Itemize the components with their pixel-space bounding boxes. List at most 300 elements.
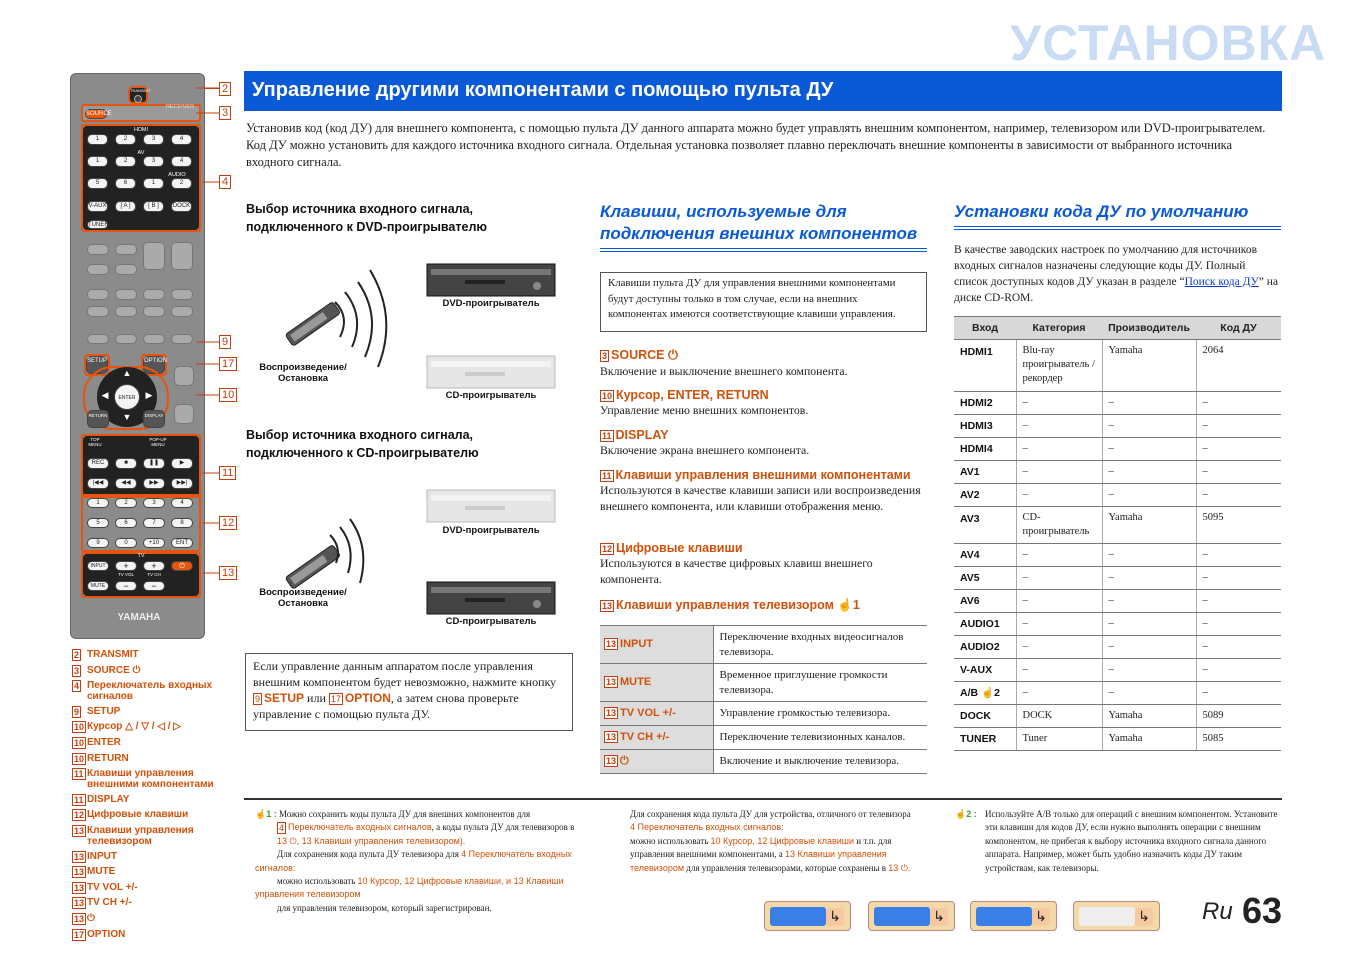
rear-panel-icon	[874, 907, 930, 926]
code-cell-mfr: –	[1102, 438, 1196, 461]
tv-key-row	[600, 664, 927, 702]
skip-back-icon[interactable]: |◀◀	[87, 478, 109, 489]
legend-label: SOURCE ⏻	[87, 664, 141, 676]
audio-label: AUDIO	[168, 172, 186, 178]
cd-player-icon-faded	[425, 352, 557, 392]
nav-arrow-icon: ↳	[1135, 908, 1153, 926]
callout-11: 11	[219, 466, 236, 480]
cursor-down-icon[interactable]: ▼	[122, 412, 132, 422]
code-cell-cat: –	[1016, 567, 1102, 590]
input-selector-button[interactable]: 6	[115, 178, 136, 189]
code-cell-in: AV5	[954, 567, 1016, 590]
digit-button[interactable]: 0	[115, 538, 137, 548]
note-setup: SETUP	[264, 691, 305, 705]
yamaha-logo: YAMAHA	[117, 612, 161, 623]
page-number: 63	[1242, 890, 1283, 931]
tv-key-name: 13 TV CH +/-	[600, 726, 713, 750]
legend-number: 3	[74, 665, 80, 676]
callout-lines	[196, 80, 220, 580]
key-item-desc: Используются в качестве клавиши записи или воспроизведения внешнего компонента, или клавиши отображения меню.	[600, 483, 921, 513]
option-button[interactable]: OPTION	[143, 356, 165, 374]
key-item-title	[600, 541, 930, 555]
code-cell-in: TUNER	[954, 728, 1016, 751]
remote-grey-button[interactable]	[115, 334, 137, 344]
language-label: Ru	[1202, 898, 1233, 925]
search-code-link[interactable]: Поиск кода ДУ	[1184, 276, 1259, 288]
legend-label: RETURN	[87, 752, 129, 764]
remote-grey-button[interactable]	[171, 334, 193, 344]
legend-number: 13	[74, 825, 85, 836]
dvd-source-heading: Выбор источника входного сигнала, подключенного к DVD-проигрывателю	[246, 202, 488, 234]
legend-label: Клавиши управления телевизором	[87, 824, 194, 847]
code-cell-in: DOCK	[954, 705, 1016, 728]
code-cell-mfr: –	[1102, 415, 1196, 438]
digit-button[interactable]: 1	[87, 498, 109, 508]
transmit-label: TRANSMIT	[130, 88, 151, 93]
tv-label: TV	[137, 553, 145, 559]
note-1-c: , а коды пульта ДУ для телевизоров в	[431, 822, 575, 833]
col-header-category: Категория	[1016, 317, 1102, 340]
code-cell-cat: –	[1016, 613, 1102, 636]
key-item-number: 3	[602, 350, 608, 361]
remote-grey-button[interactable]	[143, 289, 165, 300]
tv-key-desc: Включение и выключение телевизора.	[713, 750, 927, 774]
code-cell-in: AV2	[954, 484, 1016, 507]
code-row	[954, 705, 1281, 728]
key-item-title	[600, 348, 930, 363]
note-1-g: можно использовать	[277, 876, 356, 887]
code-cell-cat: DOCK	[1016, 705, 1102, 728]
tv-vol-label: TV VOL	[117, 572, 134, 577]
legend-number: 13	[74, 898, 85, 909]
tv-key-row	[600, 726, 927, 750]
code-cell-mfr: Yamaha	[1102, 507, 1196, 544]
code-cell-mfr: –	[1102, 636, 1196, 659]
code-cell-mfr: –	[1102, 659, 1196, 682]
remote-grey-button[interactable]	[174, 366, 194, 386]
legend-label: TV CH +/-	[87, 897, 132, 909]
keys-availability-box: Клавиши пульта ДУ для управления внешними компонентами будут доступны только в том случае, если на внешних компонентах имеются соответствующие клавиши управления.	[600, 272, 927, 332]
tv-key-desc: Переключение входных видеосигналов телевизора.	[713, 626, 927, 664]
note-2-f: 13 Клавиши управления телевизором	[630, 849, 887, 873]
cursor-right-icon[interactable]: ▶	[145, 390, 153, 400]
av-label: AV	[137, 150, 145, 156]
legend-number: 4	[74, 681, 80, 692]
remote-grey-button[interactable]	[115, 306, 137, 317]
note-num-9: 9	[255, 694, 261, 705]
key-item	[600, 468, 930, 514]
code-row	[954, 438, 1281, 461]
input-selector-button[interactable]: 1	[87, 134, 108, 145]
input-selector-button[interactable]: 1	[87, 156, 108, 167]
tv-key-name: 13 TV VOL +/-	[600, 702, 713, 726]
source-label: SOURCE	[86, 111, 112, 117]
code-cell-code: –	[1196, 415, 1281, 438]
note-1-h: 10 Курсор, 12 Цифровые клавиши, и 13 Клавиши управления телевизором	[255, 876, 564, 900]
remote-grey-button[interactable]	[87, 264, 109, 275]
code-cell-mfr: –	[1102, 484, 1196, 507]
intro-paragraph-2: Код ДУ можно установить для каждого источника входного сигнала. Отдельная установка позволяет плавно переключать внешние компоненты в зависимости от выбранного источника входного сигнала.	[246, 138, 1233, 169]
legend-label: Клавиши управления внешними компонентами	[87, 768, 214, 791]
code-cell-cat: –	[1016, 682, 1102, 705]
key-item-name: DISPLAY	[615, 428, 669, 442]
code-cell-mfr: Yamaha	[1102, 705, 1196, 728]
default-codes-heading: Установки кода ДУ по умолчанию	[954, 202, 1249, 221]
page-main-title: УСТАНОВКА	[1010, 15, 1327, 71]
legend-number: 13	[74, 882, 85, 893]
return-button[interactable]: RETURN	[87, 410, 109, 428]
cursor-up-icon[interactable]: ▲	[122, 368, 132, 378]
remote-grey-button[interactable]	[115, 264, 137, 275]
legend-label: Переключатель входных сигналов	[87, 680, 213, 703]
key-item-title	[600, 468, 930, 482]
legend-label: INPUT	[87, 850, 117, 862]
tuner-button[interactable]: TUNER	[88, 222, 109, 228]
legend-item	[72, 737, 242, 749]
intro-paragraph-1: Установив код (код ДУ) для внешнего компонента, с помощью пульта ДУ данного аппарата можно будет управлять внешним компонентом, например, телевизором или DVD-проигрывателем.	[246, 121, 1266, 135]
col-header-manufacturer: Производитель	[1102, 317, 1196, 340]
legend-item	[72, 665, 242, 677]
digit-button[interactable]: 7	[143, 518, 165, 528]
tv-ch-label: TV CH	[147, 572, 161, 577]
keys-section-heading: Клавиши, используемые для подключения внешних компонентов	[600, 202, 918, 243]
dvd-caption-1: DVD-проигрыватель	[442, 298, 540, 309]
nav-arrow-icon: ↳	[1032, 908, 1050, 926]
b-button[interactable]: [ B ]	[143, 201, 164, 212]
dock-button[interactable]: DOCK	[171, 201, 192, 212]
tv-vol-down-button[interactable]: −	[115, 581, 137, 591]
code-row	[954, 613, 1281, 636]
legend-item	[72, 929, 242, 941]
tv-ch-up-button[interactable]: +	[143, 561, 165, 571]
digit-button[interactable]: 5	[87, 518, 109, 528]
legend-label: SETUP	[87, 705, 121, 717]
default-codes-text	[954, 242, 1281, 306]
code-cell-code: –	[1196, 484, 1281, 507]
tv-vol-up-button[interactable]: +	[115, 561, 137, 571]
note-2-c: можно использовать	[630, 835, 709, 846]
legend-item	[72, 897, 242, 909]
note-2-text: Используйте A/B только для операций с внешним компонентом. Установите эти клавиши для кодов ДУ, если нужно выполнять операции с внешним компонентом, не прибегая к выбору источника входного сигнала данного аппарата. Например, может быть удобно назначить коды ДУ таким устройствам, как телевизоры.	[985, 809, 1278, 873]
remote-control-image	[70, 73, 205, 639]
input-selector-button[interactable]: 2	[171, 178, 192, 189]
legend-item	[72, 882, 242, 894]
legend-number: 9	[74, 706, 80, 717]
tv-power-icon[interactable]: ⏻	[171, 561, 193, 571]
keys-list	[600, 348, 930, 628]
cd-source-heading: Выбор источника входного сигнала, подключенного к CD-проигрывателю	[246, 428, 479, 460]
nav-button-rear-panel[interactable]	[868, 901, 955, 931]
code-cell-mfr: –	[1102, 544, 1196, 567]
legend-item	[72, 768, 242, 790]
input-selector-button[interactable]: 4	[171, 134, 192, 145]
key-item-number: 11	[602, 470, 612, 481]
remote-grey-button[interactable]	[87, 289, 109, 300]
key-item-desc: Используются в качестве цифровых клавиш внешнего компонента.	[600, 556, 873, 586]
code-cell-in: A/B ☝2	[954, 682, 1016, 705]
key-item-number: 10	[602, 390, 613, 401]
legend-number: 11	[74, 769, 84, 780]
tv-mute-button[interactable]: MUTE	[87, 581, 109, 591]
legend-number: 12	[74, 810, 85, 821]
code-cell-cat: –	[1016, 484, 1102, 507]
play-icon[interactable]: ▶	[171, 458, 193, 469]
plus10-button[interactable]: +10	[143, 538, 165, 548]
code-cell-code: 5095	[1196, 507, 1281, 544]
callout-17: 17	[219, 357, 237, 371]
remote-waves-illustration-1	[270, 262, 410, 372]
note-2-b: 4 Переключатель входных сигналов:	[630, 822, 784, 833]
remote-grey-button[interactable]	[171, 242, 193, 270]
digit-button[interactable]: 8	[171, 518, 193, 528]
code-cell-code: 5085	[1196, 728, 1281, 751]
key-item	[600, 598, 930, 613]
tv-key-number: 13	[606, 708, 617, 719]
key-item-number: 12	[602, 543, 613, 554]
digit-button[interactable]: 9	[87, 538, 109, 548]
legend-item	[72, 866, 242, 878]
note-num-17: 17	[330, 694, 341, 705]
code-cell-cat: –	[1016, 544, 1102, 567]
rewind-icon[interactable]: ◀◀	[115, 478, 137, 489]
front-panel-icon	[770, 907, 826, 926]
stop-icon[interactable]: ■	[115, 458, 137, 469]
default-codes-table	[954, 316, 1281, 751]
code-cell-cat: –	[1016, 659, 1102, 682]
playback-caption-1: Воспроизведение/ Остановка	[259, 362, 347, 384]
vaux-button[interactable]: V-AUX	[87, 201, 108, 212]
pause-icon[interactable]: ❚❚	[143, 458, 165, 469]
tv-key-name: 13 MUTE	[600, 664, 713, 702]
code-row	[954, 728, 1281, 751]
legend-number: 13	[74, 851, 85, 862]
code-cell-cat: Blu-ray проигрыватель /рекордер	[1016, 340, 1102, 392]
legend-label: TRANSMIT	[87, 649, 139, 660]
key-item-desc: Управление меню внешних компонентов.	[600, 403, 809, 417]
input-selector-button[interactable]: 3	[143, 134, 164, 145]
remote-grey-button[interactable]	[87, 334, 109, 344]
top-menu-label: TOP MENU	[88, 437, 102, 447]
code-cell-in: HDMI2	[954, 392, 1016, 415]
note-option: OPTION	[344, 691, 391, 705]
rec-button[interactable]: REC	[87, 458, 109, 469]
nav-button-remote[interactable]	[1073, 901, 1160, 931]
recovery-note-box	[245, 653, 573, 731]
legend-number: 10	[74, 753, 85, 764]
section-title-bar: Управление другими компонентами с помощью пульта ДУ	[244, 71, 1282, 111]
tv-keys-table	[600, 625, 927, 774]
code-cell-in: AUDIO2	[954, 636, 1016, 659]
code-row	[954, 567, 1281, 590]
remote-grey-button[interactable]	[115, 289, 137, 300]
callout-12: 12	[219, 516, 237, 530]
tv-key-name: 13 INPUT	[600, 626, 713, 664]
hdmi-label: HDMI	[133, 127, 149, 133]
remote-grey-button[interactable]	[171, 289, 193, 300]
code-cell-cat: CD-проигрыватель	[1016, 507, 1102, 544]
note-2	[955, 808, 1280, 875]
note-text-post: , а затем снова проверьте управление с помощью пульта ДУ.	[253, 691, 519, 721]
tv-key-number: 13	[606, 639, 617, 650]
remote-grey-button[interactable]	[115, 244, 137, 255]
legend-item	[72, 706, 242, 718]
callout-4: 4	[219, 175, 231, 189]
code-cell-in: HDMI1	[954, 340, 1016, 392]
legend-number: 10	[74, 722, 85, 733]
key-item	[600, 541, 930, 587]
note-1-mark: ☝1 :	[255, 809, 277, 819]
remote-grey-button[interactable]	[143, 242, 165, 270]
nav-button-display[interactable]	[970, 901, 1057, 931]
note-1-a: Можно сохранить коды пульта ДУ для внешних компонентов для	[278, 809, 531, 819]
tv-key-desc: Переключение телевизионных каналов.	[713, 726, 927, 750]
note-text-pre: Если управление данным аппаратом после управления внешним компонентом будет невозможно, нажмите кнопку	[253, 659, 557, 689]
code-row	[954, 340, 1281, 392]
display-button[interactable]: DISPLAY	[143, 410, 165, 428]
remote-grey-button[interactable]	[143, 306, 165, 317]
legend-item	[72, 794, 242, 806]
callout-3: 3	[219, 106, 231, 120]
code-row	[954, 461, 1281, 484]
key-item	[600, 348, 930, 379]
key-item	[600, 388, 930, 418]
input-selector-button[interactable]: 3	[143, 156, 164, 167]
tv-key-number: 13	[606, 732, 617, 743]
code-cell-in: AUDIO1	[954, 613, 1016, 636]
popup-menu-label: POP-UP MENU	[149, 437, 167, 447]
tv-key-row	[600, 750, 927, 774]
ent-button[interactable]: ENT	[171, 538, 193, 548]
cursor-left-icon[interactable]: ◀	[101, 390, 109, 400]
code-row	[954, 415, 1281, 438]
legend-number: 11	[74, 794, 84, 805]
dvd-caption-2: DVD-проигрыватель	[442, 525, 540, 536]
tv-input-button[interactable]: INPUT	[87, 561, 109, 571]
a-button[interactable]: [ A ]	[115, 201, 136, 212]
code-cell-cat: Tuner	[1016, 728, 1102, 751]
tv-ch-down-button[interactable]: −	[143, 581, 165, 591]
cd-player-icon	[425, 578, 557, 618]
nav-arrow-icon: ↳	[930, 908, 948, 926]
legend-label: OPTION	[87, 928, 126, 940]
note-1-num: 4	[279, 823, 285, 834]
remote-grey-button[interactable]	[143, 334, 165, 344]
fast-forward-icon[interactable]: ▶▶	[143, 478, 165, 489]
code-row	[954, 507, 1281, 544]
legend-item	[72, 825, 242, 847]
nav-button-front-panel[interactable]	[764, 901, 851, 931]
remote-grey-button[interactable]	[87, 306, 109, 317]
tv-key-number: 13	[606, 677, 617, 688]
key-item-title	[600, 428, 930, 442]
skip-forward-icon[interactable]: ▶▶|	[171, 478, 193, 489]
heading-underline	[600, 248, 927, 252]
receiver-label: RECEIVER	[165, 104, 195, 110]
note-2-d: 10 Курсор, 12 Цифровые клавиши	[710, 835, 855, 846]
code-cell-in: V-AUX	[954, 659, 1016, 682]
digit-button[interactable]: 6	[115, 518, 137, 528]
code-row	[954, 636, 1281, 659]
key-item-desc: Включение экрана внешнего компонента.	[600, 443, 810, 457]
remote-grey-button[interactable]	[174, 404, 194, 424]
code-cell-mfr: Yamaha	[1102, 340, 1196, 392]
input-selector-button[interactable]: 2	[115, 134, 136, 145]
key-item-desc: Включение и выключение внешнего компонента.	[600, 364, 848, 378]
code-cell-mfr: –	[1102, 461, 1196, 484]
code-cell-code: –	[1196, 461, 1281, 484]
legend-label: TV VOL +/-	[87, 881, 138, 893]
key-item-name: Клавиши управления внешними компонентами	[615, 468, 911, 482]
note-1	[255, 808, 585, 915]
code-row	[954, 484, 1281, 507]
code-cell-mfr: –	[1102, 682, 1196, 705]
dvd-player-icon	[425, 260, 557, 300]
input-selector-button[interactable]: 1	[143, 178, 164, 189]
key-item-name: Цифровые клавиши	[616, 541, 743, 555]
tv-key-row	[600, 702, 927, 726]
playback-caption-2: Воспроизведение/ Остановка	[259, 587, 347, 609]
legend-number: 17	[74, 929, 85, 940]
code-cell-cat: –	[1016, 415, 1102, 438]
code-cell-code: –	[1196, 392, 1281, 415]
legend-item	[72, 809, 242, 821]
code-cell-code: –	[1196, 567, 1281, 590]
key-item-name: Клавиши управления телевизором ☝1	[616, 598, 860, 612]
key-item-title	[600, 598, 930, 613]
note-2-a: Для сохранения кода пульта ДУ для устройства, отличного от телевизора	[630, 809, 911, 819]
remote-grey-button[interactable]	[87, 244, 109, 255]
legend-label: ⏻	[87, 912, 95, 924]
code-cell-mfr: Yamaha	[1102, 728, 1196, 751]
note-2-g: для управления телевизорами, которые сохранены в	[686, 862, 887, 873]
key-item-name: Курсор, ENTER, RETURN	[616, 388, 769, 402]
code-cell-in: AV4	[954, 544, 1016, 567]
code-cell-code: –	[1196, 590, 1281, 613]
tv-key-desc: Управление громкостью телевизора.	[713, 702, 927, 726]
legend-item	[72, 649, 242, 661]
code-cell-in: AV1	[954, 461, 1016, 484]
digit-button[interactable]: 2	[115, 498, 137, 508]
digit-button[interactable]: 4	[171, 498, 193, 508]
code-cell-code: –	[1196, 438, 1281, 461]
col-header-input: Вход	[954, 317, 1016, 340]
digit-button[interactable]: 3	[143, 498, 165, 508]
input-selector-button[interactable]: 4	[171, 156, 192, 167]
key-item-number: 13	[602, 600, 613, 611]
key-item-title	[600, 388, 930, 402]
code-cell-mfr: –	[1102, 613, 1196, 636]
legend-item	[72, 753, 242, 765]
note-1-b: Переключатель входных сигналов	[288, 822, 432, 833]
remote-legend	[72, 649, 242, 944]
setup-button[interactable]: SETUP	[86, 356, 108, 374]
code-cell-code: –	[1196, 659, 1281, 682]
note-1-e: Для сохранения кода пульта ДУ телевизора для	[277, 849, 459, 860]
key-item	[600, 428, 930, 458]
code-cell-cat: –	[1016, 461, 1102, 484]
input-selector-button[interactable]: 5	[87, 178, 108, 189]
enter-button[interactable]: ENTER	[114, 384, 140, 410]
legend-item	[72, 851, 242, 863]
input-selector-button[interactable]: 2	[115, 156, 136, 167]
source-button[interactable]	[85, 109, 112, 119]
intro-text	[246, 120, 1276, 171]
remote-grey-button[interactable]	[171, 306, 193, 317]
note-1-f: 4 Переключатель входных сигналов:	[255, 849, 572, 873]
code-cell-in: AV3	[954, 507, 1016, 544]
remote-icon	[1079, 907, 1135, 926]
notes-divider	[244, 798, 1282, 800]
